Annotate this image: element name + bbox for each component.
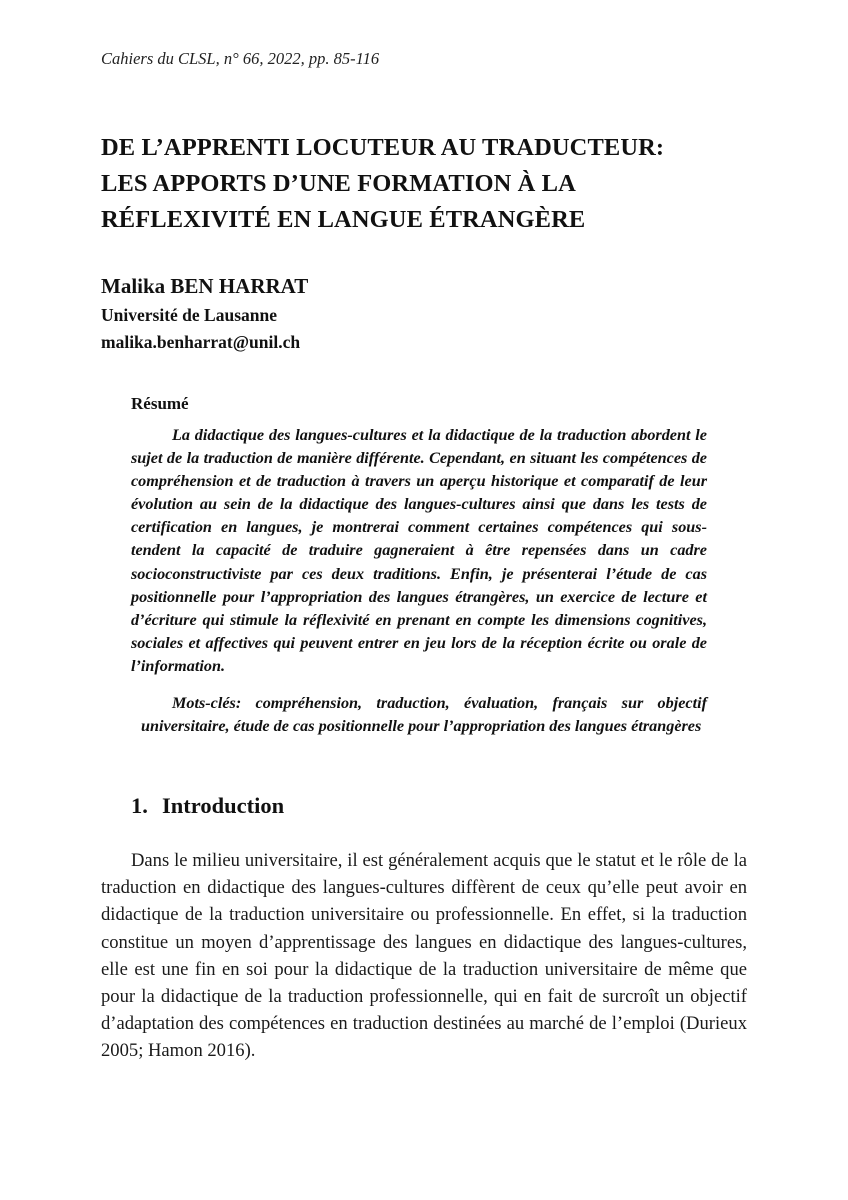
article-title [101, 130, 741, 238]
title-line-3: RÉFLEXIVITÉ EN LANGUE ÉTRANGÈRE [101, 206, 586, 233]
abstract-text: La didactique des langues-cultures et la didactique de la traduction abordent le sujet de la traduction de manière différente. Cependant, en situant les compétences de compréhension et de traduction à travers un aperçu historique et comparatif de leur évolution au sein de la didactique des langues-cultures ainsi que dans les tests de certification en langues, je montrerai comment certaines compétences qui sous-tendent la capacité de traduire gagneraient à être repensées dans un cadre socioconstructiviste par ces deux traditions. Enfin, je présenterai l’étude de cas positionnelle pour l’appropriation des langues étrangères, un exercice de lecture et d’écriture qui stimule la réflexivité en prenant en compte les dimensions cognitives, sociales et affectives qui peuvent entrer en jeu lors de la réception écrite ou orale de l’information. [131, 426, 707, 675]
keywords: Mots-clés: compréhension, traduction, évaluation, français sur objectif universitaire, étude de cas positionnelle pour l’appropriation des langues étrangères [141, 694, 707, 736]
section-number: 1. [131, 793, 148, 818]
introduction-paragraph: Dans le milieu universitaire, il est généralement acquis que le statut et le rôle de la traduction en didactique des langues-cultures diffèrent de ceux qu’elle peut avoir en didactique de la traduction universitaire ou professionnelle. En effet, si la traduction constitue un moyen d’apprentissage des langues en didactique des langues-cultures, elle est une fin en soi pour la didactique de la traduction universitaire de même que pour la didactique de la traduction professionnelle, qui en fait de surcroît un objectif d’adaptation des compétences en traduction destinées au marché de l’emploi (Durieux 2005; Hamon 2016). [101, 850, 747, 1062]
author-email: malika.benharrat@unil.ch [101, 332, 301, 352]
section-title: Introduction [162, 793, 285, 818]
title-line-2: LES APPORTS D’UNE FORMATION À LA [101, 170, 576, 197]
author-block [101, 272, 308, 356]
section-heading-introduction [131, 791, 284, 821]
abstract-section [131, 392, 707, 738]
abstract-heading: Résumé [131, 394, 189, 413]
author-name: Malika BEN HARRAT [101, 274, 309, 298]
author-affiliation: Université de Lausanne [101, 305, 277, 325]
running-header: Cahiers du CLSL, n° 66, 2022, pp. 85-116 [101, 49, 380, 68]
title-line-1: DE L’APPRENTI LOCUTEUR AU TRADUCTEUR: [101, 134, 665, 161]
